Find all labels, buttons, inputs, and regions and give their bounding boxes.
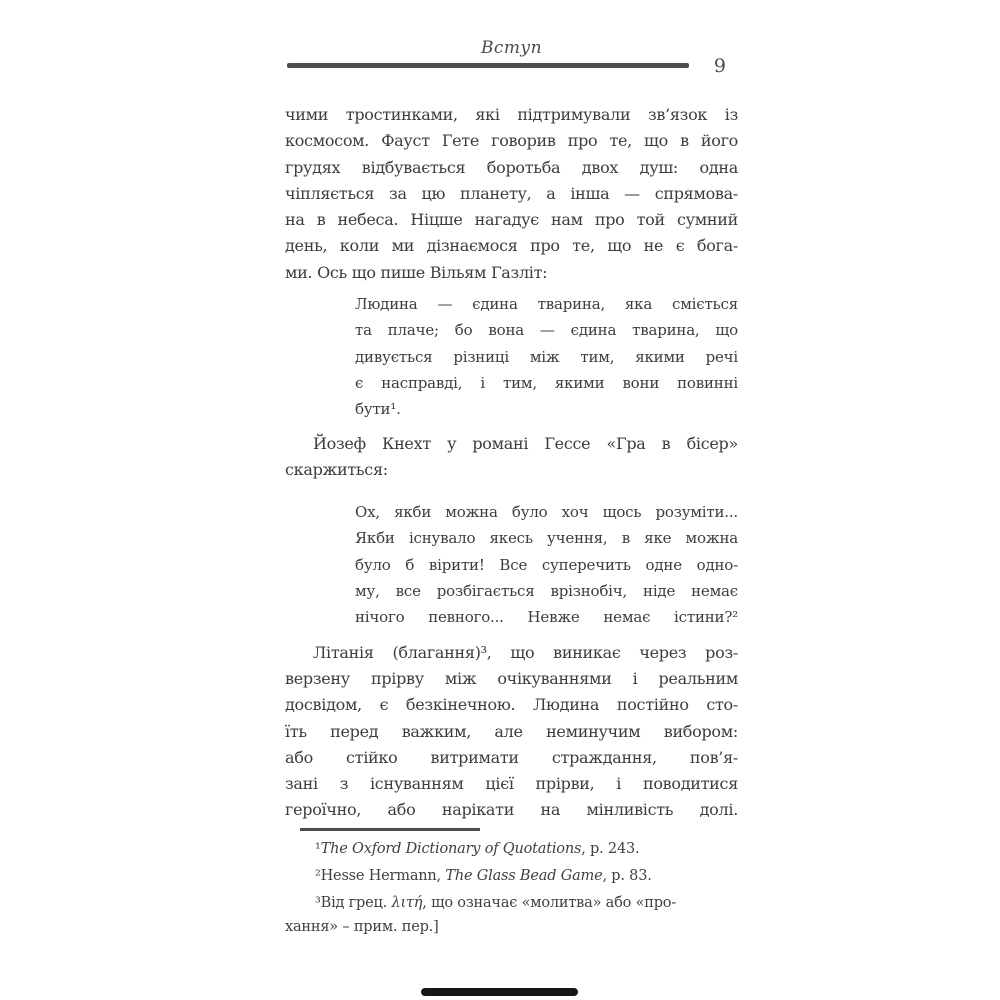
text-line: бути¹. [355, 400, 401, 419]
text-line: є насправді, і тим, якими вони повинні [355, 373, 738, 392]
footnote [285, 891, 738, 939]
page-header [285, 38, 738, 77]
header-rule-row [285, 55, 738, 77]
footnote-text: , p. 83. [602, 867, 652, 884]
running-title: Вступ [481, 38, 542, 58]
footnote-text: ¹ [315, 840, 321, 857]
text-line: дивується різниці між тим, якими речі [355, 347, 738, 366]
footnote-text: ²Hesse Hermann, [315, 867, 446, 884]
text-line: або стійко витримати страждання, пов’я- [285, 747, 738, 767]
text-line: нічого певного... Невже немає істини?² [355, 608, 738, 627]
footnote-text: , що означає «молитва» або «про- [422, 894, 677, 911]
text-line: Ох, якби можна було хоч щось розуміти... [355, 503, 738, 522]
text-line: день, коли ми дізнаємося про те, що не є бога- [285, 236, 738, 256]
text-line: Людина — єдина тварина, яка сміється [355, 295, 738, 314]
text-line: Літанія (благання)³, що виникає через роз- [313, 642, 738, 662]
footnote-text: The Oxford Dictionary of Quotations [320, 840, 582, 857]
text-line: досвідом, є безкінечною. Людина постійно сто- [285, 695, 738, 715]
text-line: було б вірити! Все суперечить одне одно- [355, 555, 738, 574]
text-line: зані з існуванням цієї прірви, і поводитися [285, 774, 738, 794]
header-rule [287, 63, 689, 68]
text-line: їть перед важким, але неминучим вибором: [285, 721, 738, 741]
text-line: та плаче; бо вона — єдина тварина, що [355, 321, 738, 340]
text-line: Якби існувало якесь учення, в яке можна [355, 529, 738, 548]
text-line: скаржиться: [285, 459, 388, 479]
text-line: грудях відбувається боротьба двох душ: одна [285, 157, 738, 177]
paragraph [285, 431, 738, 484]
text-line: Йозеф Кнехт у романі Гессе «Гра в бісер» [313, 433, 738, 453]
block-quote [355, 499, 738, 630]
text-line: чіпляється за цю планету, а інша — спрямова- [285, 183, 738, 203]
text-line: на в небеса. Ніцше нагадує нам про той сумний [285, 210, 738, 230]
page-content [285, 102, 738, 824]
text-line: ми. Ось що пише Вільям Газліт: [285, 262, 548, 282]
block-quote [355, 291, 738, 422]
footnote-text: The Glass Bead Game [445, 867, 603, 884]
page-number: 9 [713, 55, 726, 77]
footnote-text: , p. 243. [581, 840, 640, 857]
text-line: героїчно, або нарікати на мінливість долі. [285, 800, 738, 820]
text-line: верзену прірву між очікуваннями і реальним [285, 668, 738, 688]
text-line: космосом. Фауст Гете говорив про те, що в його [285, 131, 738, 151]
footnote-text: хання» – прим. пер.] [285, 918, 439, 935]
text-line: му, все розбігається врізнобіч, ніде немає [355, 582, 738, 601]
footnote [285, 837, 738, 861]
footnote [285, 864, 738, 888]
text-line: чими тростинками, які підтримували зв’язок із [285, 105, 738, 124]
paragraph [285, 102, 738, 286]
paragraph [285, 640, 738, 824]
home-indicator-bar[interactable] [421, 988, 578, 996]
text-column [285, 0, 738, 942]
footnote-text: ³Від грец. [315, 894, 392, 911]
footnotes [285, 837, 738, 939]
footnote-text: λιτή [391, 894, 423, 911]
footnote-separator [300, 828, 480, 831]
